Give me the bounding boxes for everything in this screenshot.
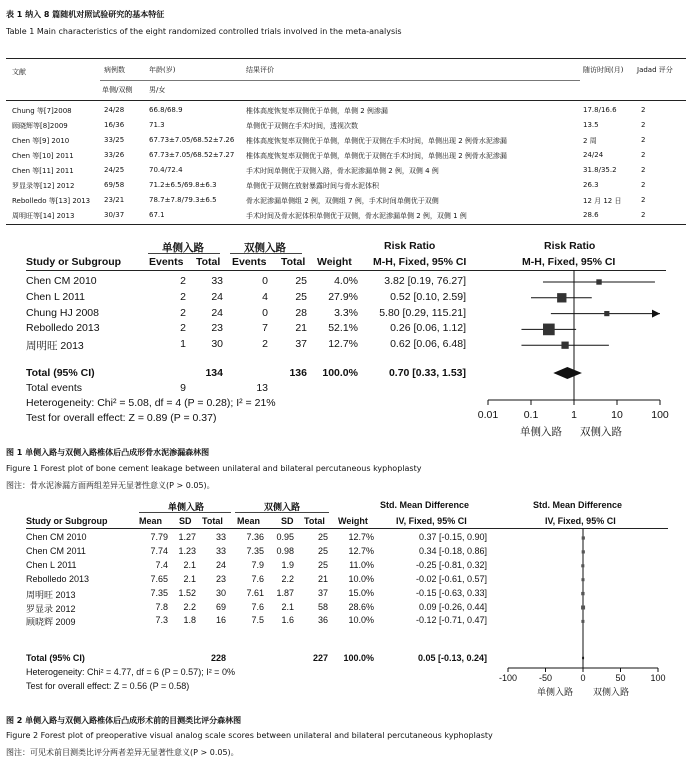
table1-cell-study: Chen 等[11] 2011 [12,167,74,175]
fig1-row-total1: 24 [211,306,223,319]
fig2-total-label: Total (95% CI) [26,653,85,663]
fig2-row-sd2: 1.87 [276,587,294,598]
fig1-row-ci: 0.26 [0.06, 1.12] [390,322,466,335]
fig1-point-marker [596,279,601,284]
fig1-row-study: 周明旺 2013 [26,340,84,353]
fig2-row-sd1: 1.23 [178,545,196,556]
fig2-header-total1: Total [202,516,223,526]
fig1-row-events2: 0 [262,275,268,287]
fig1-row-weight: 3.3% [334,306,358,319]
fig2-header-mean2: Mean [237,516,261,526]
fig1-overall-effect: Test for overall effect: Z = 0.89 (P = 0.37) [26,412,217,424]
fig1-plot-method: M-H, Fixed, 95% CI [522,256,616,268]
fig1-total-events-label: Total events [26,382,83,394]
fig2-point-marker [582,536,585,539]
fig2-row-ci: -0.25 [-0.81, 0.32] [415,559,487,570]
fig2-row-mean2: 7.9 [251,559,264,570]
fig1-total-label: Total (95% CI) [26,367,95,379]
fig2-row-weight: 12.7% [348,532,374,542]
table1-cell-jadad: 2 [641,121,646,129]
fig2-effect-title: Std. Mean Difference [380,500,470,510]
fig2-plot-title: Std. Mean Difference [533,500,623,510]
fig1-total-diamond [553,367,582,379]
fig1-row-total1: 33 [211,275,223,287]
fig1-row-events1: 2 [180,322,186,335]
fig2-row-sd1: 2.1 [183,559,196,570]
fig2-row-sd2: 0.95 [276,532,294,542]
fig2-row-total1: 69 [215,601,226,612]
fig2-row-total1: 33 [215,532,226,542]
fig2-row-mean2: 7.5 [251,615,264,626]
table1-cell-jadad: 2 [641,106,646,114]
fig1-row-ci: 5.80 [0.29, 115.21] [379,306,466,319]
fig1-total-events1: 9 [180,382,186,394]
fig2-row-sd2: 0.98 [276,545,294,556]
table1-cell-followup: 12 月 12 日 [583,197,622,205]
table1-header-age: 年龄(岁) [149,66,176,74]
fig2-header-total2: Total [304,516,325,526]
fig2-row-total1: 23 [215,573,226,584]
fig2-row-weight: 28.6% [348,601,374,612]
fig1-axis-right-label: 双侧入路 [580,426,622,438]
fig2-row-sd2: 2.2 [281,573,294,584]
fig1-row-events2: 2 [262,338,268,351]
fig1-row-study: Chen CM 2010 [26,275,97,287]
fig1-row-study: Chung HJ 2008 [26,306,99,319]
fig1-row-total1: 30 [211,338,223,351]
fig2-row-sd1: 1.52 [178,587,196,598]
fig2-group2-label: 双侧入路 [263,502,300,512]
fig1-header-total1: Total [196,256,221,268]
fig2-point-marker [581,605,585,609]
fig1-header-method: M-H, Fixed, 95% CI [373,256,467,268]
fig2-row-sd1: 1.8 [183,615,196,626]
table1-cell-followup: 26.3 [583,181,599,189]
fig1-row-ci: 0.52 [0.10, 2.59] [390,290,466,303]
table1-cell-cases: 24/28 [104,106,125,114]
fig2-total-weight: 100.0% [343,653,374,663]
fig1-point-marker [557,293,566,302]
fig2-row-ci: -0.02 [-0.61, 0.57] [415,573,487,584]
fig2-header-study: Study or Subgroup [26,516,108,526]
table1-header-followup: 随访时间(月) [583,66,624,74]
fig1-row-ci: 3.82 [0.19, 76.27] [384,275,466,287]
fig1-ci-arrow [652,310,660,318]
table1-cell-jadad: 2 [641,136,646,144]
fig2-row-weight: 11.0% [349,559,374,570]
fig2-total-ci: 0.05 [-0.13, 0.24] [417,653,487,663]
table1-cell-eval: 椎体高度恢复率双侧优于单侧，单侧优于双侧在手术时间，单侧出现 2 例骨水泥渗漏 [246,137,507,145]
table1-cell-cases: 33/25 [104,136,125,144]
fig1-row-total2: 28 [295,306,307,319]
fig1-plot-title: Risk Ratio [544,240,596,252]
fig2-row-total1: 30 [215,587,226,598]
fig2-row-mean1: 7.65 [150,573,168,584]
fig1-point-marker [543,324,555,336]
table1-cell-age: 67.73±7.05/68.52±7.27 [149,151,235,159]
fig1-effect-title: Risk Ratio [384,240,436,252]
table1-cell-study: 周明旺等[14] 2013 [12,212,75,220]
fig1-tick-label: 0.1 [523,409,539,421]
fig1-row-total2: 37 [295,338,307,351]
fig1-axis-left-label: 单侧入路 [520,426,562,438]
table1-cell-jadad: 2 [641,166,646,174]
fig2-row-study: 周明旺 2013 [26,589,76,600]
fig2-tick-label: -50 [538,673,552,683]
fig1-row-events1: 2 [180,290,186,303]
fig2-row-study: Chen L 2011 [26,559,77,570]
table1-header-eval: 结果评价 [246,66,274,74]
fig1-row-weight: 52.1% [328,322,358,335]
table1-cell-study: Rebolledo 等[13] 2013 [12,197,91,205]
fig1-row-weight: 12.7% [328,338,358,351]
table1-cell-age: 67.73±7.05/68.52±7.26 [149,136,235,144]
fig1-row-events1: 2 [180,306,186,319]
table1-header-jadad: Jadad 评分 [637,66,673,74]
fig2-row-weight: 10.0% [348,615,374,626]
table1-cell-study: Chen 等[10] 2011 [12,152,74,160]
table1-cell-study: Chen 等[9] 2010 [12,137,70,145]
fig1-header-events1: Events [149,256,184,268]
fig2-total-n2: 227 [312,653,328,663]
fig2-row-study: Chen CM 2011 [26,545,86,556]
fig2-header-sd2: SD [281,516,294,526]
table1-header-study: 文献 [12,68,26,76]
fig2-row-ci: 0.09 [-0.26, 0.44] [418,601,487,612]
fig1-row-study: Rebolledo 2013 [26,322,100,335]
fig2-row-total1: 16 [215,615,226,626]
fig1-row-total2: 25 [295,275,307,287]
fig2-row-total1: 24 [215,559,226,570]
table1-cell-followup: 28.6 [583,211,599,219]
fig2-point-marker [581,620,584,623]
table1-cell-eval: 椎体高度恢复率双侧优于单侧，单侧优于双侧在手术时间，单侧出现 2 例骨水泥渗漏 [246,152,507,160]
fig1-row-study: Chen L 2011 [26,290,85,303]
fig2-row-study: Chen CM 2010 [26,532,87,542]
fig2-row-total2: 36 [317,615,328,626]
fig1-row-events2: 4 [262,290,268,303]
fig1-tick-label: 0.01 [477,409,499,421]
fig2-row-sd2: 2.1 [281,601,294,612]
table1-cell-followup: 24/24 [583,151,604,159]
fig2-row-total2: 25 [317,532,328,542]
table1-cell-followup: 17.8/16.6 [583,106,617,114]
fig2-overall-effect: Test for overall effect: Z = 0.56 (P = 0.58) [26,681,190,691]
fig2-row-mean1: 7.3 [155,615,168,626]
table1-cell-cases: 33/26 [104,151,125,159]
table1-cell-eval: 椎体高度恢复率双侧优于单侧，单侧 2 例渗漏 [246,107,388,115]
fig1-total-weight: 100.0% [322,367,358,379]
fig1-row-ci: 0.62 [0.06, 6.48] [390,338,466,351]
fig2-row-study: Rebolledo 2013 [26,573,90,584]
table1-cell-jadad: 2 [641,196,646,204]
fig2-row-study: 罗显录 2012 [26,603,76,614]
fig2-row-mean1: 7.4 [155,559,168,570]
fig1-note: 图注：骨水泥渗漏方面两组差异无显著性意义(P > 0.05)。 [6,481,215,490]
fig2-row-mean2: 7.6 [251,573,264,584]
fig2-total-n1: 228 [210,653,226,663]
table1-header-cases: 病例数 [104,66,125,74]
fig2-row-ci: -0.15 [-0.63, 0.33] [415,587,487,598]
fig1-header-study: Study or Subgroup [26,256,122,268]
fig2-row-mean1: 7.8 [155,601,168,612]
fig2-row-sd1: 2.1 [183,573,196,584]
fig1-row-weight: 4.0% [334,275,358,287]
table1-cell-study: 顾晓辉等[8]2009 [12,122,68,130]
fig2-heterogeneity: Heterogeneity: Chi² = 4.77, df = 6 (P = 0.57); I² = 0% [26,667,235,677]
fig1-header-events2: Events [232,256,267,268]
fig1-total-n2: 136 [289,367,307,379]
fig1-row-total1: 23 [211,322,223,335]
table1-caption-en: Table 1 Main characteristics of the eight randomized controlled trials involved in the meta-analysis [6,27,402,36]
fig1-row-events1: 1 [180,338,186,351]
fig2-row-mean1: 7.79 [150,532,168,542]
fig1-row-events2: 7 [262,322,268,335]
fig1-row-events1: 2 [180,275,186,287]
fig2-tick-label: -100 [498,673,517,683]
table1-cell-eval: 单侧优于双侧在放射暴露时间与骨水泥体积 [246,182,379,190]
table1-cell-cases: 69/58 [104,181,125,189]
fig2-point-marker [582,550,585,553]
fig1-header-weight: Weight [317,256,352,268]
fig1-tick-label: 100 [651,409,669,421]
fig2-row-mean2: 7.61 [246,587,264,598]
fig2-row-mean2: 7.6 [251,601,264,612]
fig2-header-sd1: SD [179,516,192,526]
table1-cell-age: 70.4/72.4 [149,166,183,174]
table1-cell-followup: 31.8/35.2 [583,166,617,174]
table1-cell-jadad: 2 [641,151,646,159]
fig2-point-marker [581,592,584,595]
table1-cell-cases: 24/25 [104,166,125,174]
table1-cell-age: 67.1 [149,211,165,219]
fig1-group1-label: 单侧入路 [162,242,204,254]
fig2-tick-label: 50 [615,673,626,683]
fig2-note: 图注：可见术前目测类比评分两者差异无显著性意义(P > 0.05)。 [6,748,239,757]
fig2-row-ci: 0.37 [-0.15, 0.90] [418,532,487,542]
fig2-row-weight: 12.7% [348,545,374,556]
table1-cell-eval: 单侧优于双侧在手术时间，透视次数 [246,122,358,130]
fig2-tick-label: 0 [580,673,586,683]
fig2-row-total2: 58 [317,601,328,612]
fig2-row-sd2: 1.6 [281,615,294,626]
fig1-caption-en: Figure 1 Forest plot of bone cement leakage between unilateral and bilateral percutaneous kyphoplasty [6,464,422,473]
fig2-row-total2: 25 [317,559,328,570]
fig2-group1-label: 单侧入路 [167,502,204,512]
fig2-row-mean1: 7.35 [150,587,168,598]
fig2-row-weight: 15.0% [348,587,374,598]
table1-cell-eval: 手术时间及骨水泥体积单侧优于双侧，骨水泥渗漏单侧 2 例，双侧 1 例 [246,212,467,220]
fig2-tick-label: 100 [650,673,666,683]
table1-cell-eval: 骨水泥渗漏单侧组 2 例，双侧组 7 例，手术时间单侧优于双侧 [246,197,439,205]
fig2-point-marker [581,578,584,581]
table1-cell-cases: 16/36 [104,121,125,129]
table1-cell-eval: 手术时间单侧优于双侧入路，骨水泥渗漏单侧 2 例，双侧 4 例 [246,167,439,175]
table1-header-cases-sub: 单侧/双侧 [102,86,133,94]
fig1-row-weight: 27.9% [328,290,358,303]
fig2-axis-left-label: 单侧入路 [536,687,573,697]
fig1-row-events2: 0 [262,306,268,319]
fig1-heterogeneity: Heterogeneity: Chi² = 5.08, df = 4 (P = 0.28); I² = 21% [26,397,276,409]
fig2-point-marker [581,564,584,567]
fig2-caption-cn: 图 2 单侧入路与双侧入路椎体后凸成形术前的目测类比评分森林图 [6,716,242,725]
fig1-total-ci: 0.70 [0.33, 1.53] [388,367,466,379]
fig2-row-mean2: 7.36 [246,532,264,542]
fig2-row-total2: 21 [317,573,328,584]
fig2-row-sd1: 1.27 [178,532,196,542]
fig1-total-events2: 13 [256,382,268,394]
fig1-tick-label: 1 [571,409,577,421]
table1-cell-age: 66.8/68.9 [149,106,183,114]
table1-cell-age: 71.3 [149,121,165,129]
fig2-plot-method: IV, Fixed, 95% CI [545,516,616,526]
fig2-row-total1: 33 [215,545,226,556]
table1-cell-study: Chung 等[7]2008 [12,107,72,115]
fig1-group2-label: 双侧入路 [244,242,286,254]
fig2-row-ci: 0.34 [-0.18, 0.86] [418,545,487,556]
fig2-row-study: 顾晓辉 2009 [26,617,76,628]
fig2-row-total2: 25 [317,545,328,556]
fig1-caption-cn: 图 1 单侧入路与双侧入路椎体后凸成形骨水泥渗漏森林图 [6,448,210,457]
fig2-header-mean1: Mean [139,516,163,526]
table1-caption-cn: 表 1 纳入 8 篇随机对照试验研究的基本特征 [6,10,165,19]
fig1-row-total1: 24 [211,290,223,303]
fig2-row-mean2: 7.35 [246,545,264,556]
fig2-axis-right-label: 双侧入路 [592,687,629,697]
table1-cell-study: 罗显录等[12] 2012 [12,182,75,190]
fig1-point-marker [604,311,609,316]
fig2-total-diamond [582,655,584,661]
fig2-caption-en: Figure 2 Forest plot of preoperative visual analog scale scores between unilateral and bilateral percutaneous kyphoplasty [6,731,493,740]
fig1-row-total2: 21 [295,322,307,335]
table1-cell-followup: 13.5 [583,121,599,129]
fig1-row-total2: 25 [295,290,307,303]
fig1-total-n1: 134 [205,367,223,379]
fig2-header-method: IV, Fixed, 95% CI [396,516,467,526]
table1-cell-age: 71.2±6.5/69.8±6.3 [149,181,217,189]
fig1-tick-label: 10 [611,409,623,421]
fig2-row-weight: 10.0% [348,573,374,584]
table1-cell-jadad: 2 [641,211,646,219]
fig2-row-total2: 37 [317,587,328,598]
table1-cell-cases: 30/37 [104,211,125,219]
fig2-row-ci: -0.12 [-0.71, 0.47] [415,615,487,626]
table1-header-age-sub: 男/女 [149,86,166,94]
fig2-row-sd2: 1.9 [281,559,294,570]
table1-cell-age: 78.7±7.8/79.3±6.5 [149,196,217,204]
table1-cell-cases: 23/21 [104,196,125,204]
table1-cell-jadad: 2 [641,181,646,189]
fig2-row-mean1: 7.74 [150,545,168,556]
table1-cell-followup: 2 周 [583,137,597,145]
fig1-header-total2: Total [281,256,306,268]
fig2-header-weight: Weight [338,516,368,526]
fig1-point-marker [561,342,568,349]
fig2-row-sd1: 2.2 [183,601,196,612]
